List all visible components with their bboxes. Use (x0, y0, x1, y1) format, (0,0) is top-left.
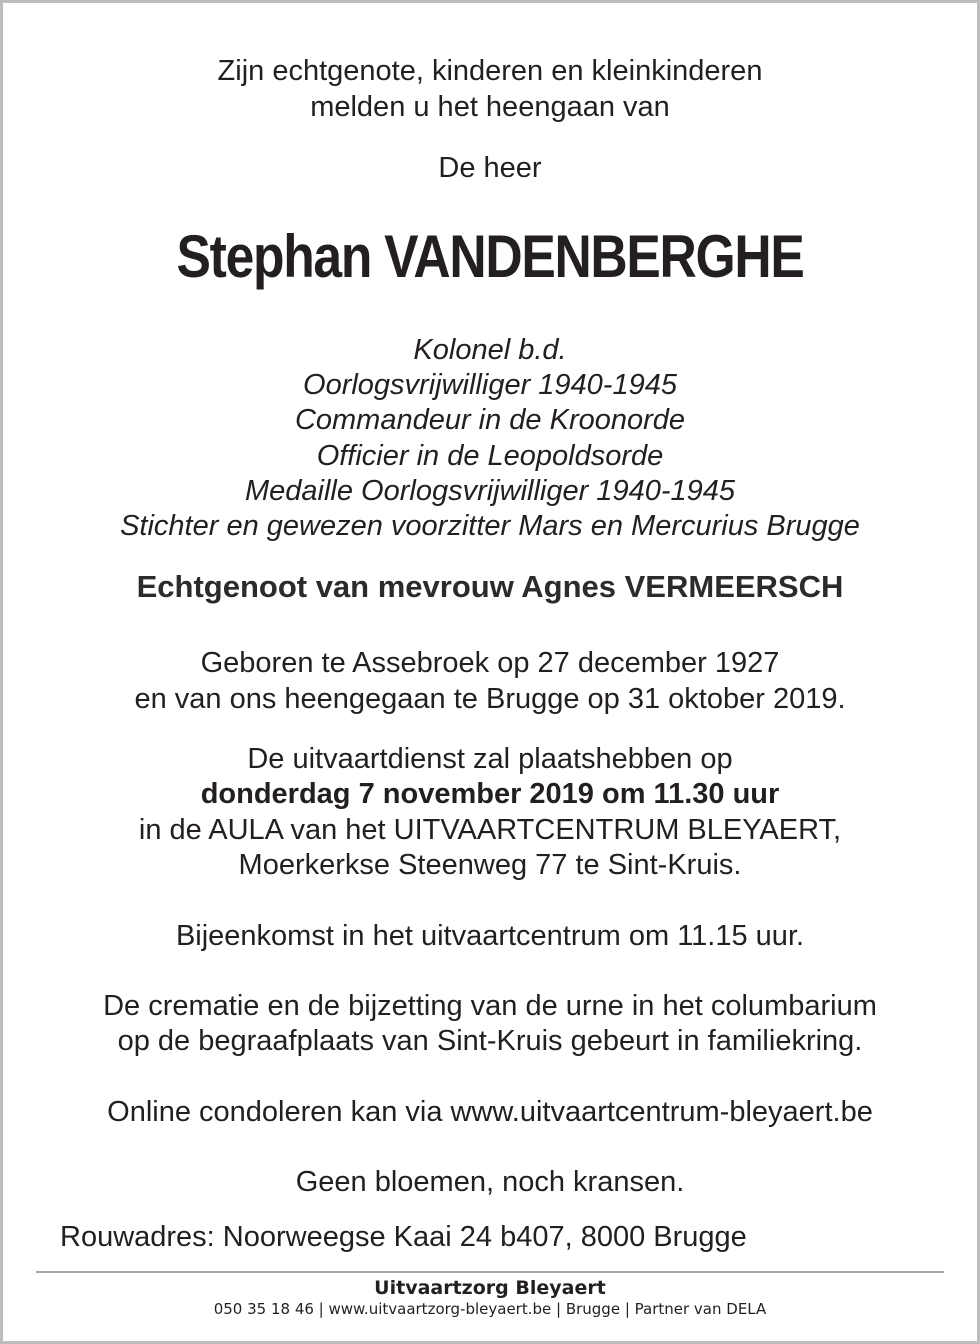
service-datetime: donderdag 7 november 2019 om 11.30 uur (200, 778, 780, 810)
title-line: Oorlogsvrijwilliger 1940-1945 (303, 369, 677, 401)
condolences-line: Online condoleren kan via www.uitvaartcentrum-bleyaert.be (107, 1096, 873, 1128)
funeral-company-name: Uitvaartzorg Bleyaert (374, 1277, 606, 1299)
intro-line-1: Zijn echtgenote, kinderen en kleinkinderen (217, 55, 763, 87)
spouse-line: Echtgenoot van mevrouw Agnes VERMEERSCH (136, 569, 844, 604)
title-line: Kolonel b.d. (413, 334, 567, 366)
gathering-line: Bijeenkomst in het uitvaartcentrum om 11.15 uur. (175, 920, 805, 952)
birth-line: Geboren te Assebroek op 27 december 1927 (200, 647, 780, 679)
salutation: De heer (438, 152, 542, 184)
cremation-line-2: op de begraafplaats van Sint-Kruis gebeurt in familiekring. (117, 1025, 863, 1057)
cremation-line-1: De crematie en de bijzetting van de urne in het columbarium (103, 990, 877, 1022)
death-line: en van ons heengegaan te Brugge op 31 oktober 2019. (134, 683, 846, 715)
funeral-company-contact: 050 35 18 46 | www.uitvaartzorg-bleyaert.be | Brugge | Partner van DELA (213, 1300, 767, 1318)
service-location: in de AULA van het UITVAARTCENTRUM BLEYAERT, (138, 814, 842, 846)
flowers-line: Geen bloemen, noch kransen. (295, 1166, 685, 1198)
service-intro: De uitvaartdienst zal plaatshebben op (247, 743, 733, 775)
title-line: Stichter en gewezen voorzitter Mars en Mercurius Brugge (120, 510, 860, 542)
deceased-name: Stephan VANDENBERGHE (176, 223, 804, 290)
title-line: Medaille Oorlogsvrijwilliger 1940-1945 (244, 475, 735, 507)
title-line: Commandeur in de Kroonorde (294, 404, 686, 436)
mourning-address: Rouwadres: Noorweegse Kaai 24 b407, 8000 Brugge (60, 1221, 747, 1253)
footer-divider (36, 1271, 944, 1273)
title-line: Officier in de Leopoldsorde (316, 440, 664, 472)
intro-line-2: melden u het heengaan van (310, 91, 670, 123)
service-address: Moerkerkse Steenweg 77 te Sint-Kruis. (238, 849, 742, 881)
